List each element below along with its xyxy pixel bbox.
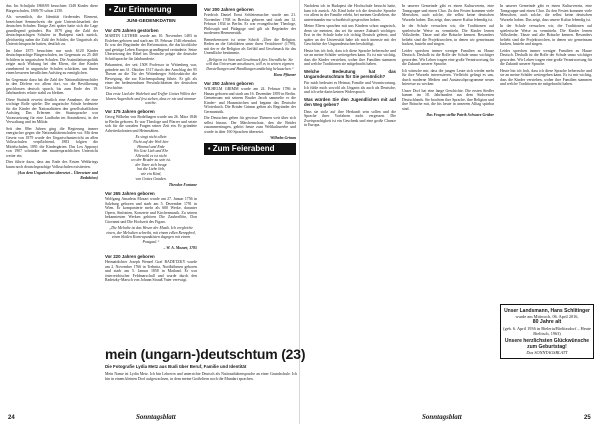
poem: Es singt nicht allein Nicht auf der Welt hier Himmel und Erde Wo Gott Lieb und Ehr Allewohl es ist nicht wo der Bruder zu sein ist. der Vater sich beugt hat die Liebe lieb, wie ein Kind, von Gottes Gnaden. bbox=[131, 135, 171, 181]
paragraph: Bemerkenswert ist seine Schrift „Über die Religion. Reden an die Gebildeten unter ihren Verächtern“ (1799), mit der er die Religion als Gefühl und Geschmack für das Unendliche bestimmte. bbox=[204, 37, 296, 56]
birthday-notice bbox=[500, 304, 594, 359]
paragraph: Nachdem ich in Budapest die Hochschule besucht hatte, kam ich zurück. Als Kind habe ich die deutsche Sprache vor allem in der Familie erlebt, bei meinen Großeltern, die untereinander nur schwäbisch gesprochen haben. bbox=[304, 4, 396, 22]
right-column-2 bbox=[402, 4, 494, 410]
paragraph: Heute bin ich froh, dass ich diese Sprache beherrsche und sie an meine Schüler weitergeben kann. Es ist mir wichtig, dass die Kinder verstehen, woher ihre Familien stammen und welche Traditionen sie mitgebracht haben. bbox=[304, 48, 396, 66]
rubric-label: Zum Feierabend bbox=[212, 143, 275, 153]
paragraph: Friedrich Daniel Ernst Schleiermacher wurde am 21. November 1768 in Breslau geboren und starb am 12. Februar 1834 in Berlin. Er war evangelischer Theologe, Philosoph und Pädagoge und gilt als Begründer der modernen Hermeneutik. bbox=[204, 13, 296, 36]
paragraph: In der Schule versuchen wir, die Traditionen auf spielerische Weise zu vermitteln. Die Kinder lernen Volkslieder, Tänze und alte Bräuche kennen. Besonders beliebt sind die Projektwochen, in denen wir gemeinsam backen, basteln und singen. bbox=[402, 24, 494, 46]
paragraph: Dies führte dazu, dass am Ende des Ersten Weltkriegs kaum noch deutschsprachige Volksschulen existierten. bbox=[6, 160, 98, 169]
article-title: Vor 175 Jahren geboren bbox=[105, 108, 155, 114]
article-title: Vor 220 Jahren geboren bbox=[105, 253, 155, 259]
notice-sender: Das SONNTAGSBLATT bbox=[526, 350, 568, 356]
paragraph: Georg Wilhelm von Bodelhagen wurde am 26. März 1846 in Berlin geboren. Er war Theologe und Pfarrer und setzte sich für die sozialen Fragen seiner Zeit ein. Er gründete Arbeiterkolonien und Heimstätten. bbox=[105, 115, 197, 133]
paragraph: Im Gegensatz dazu hat die Zahl der Nationalitätenschüler in den Dörfern vor allem dort, wo die Bevölkerung geschlossen deutsch sprach, bis zum Ende des 19. Jahrhunderts relativ stabil zu bleiben. bbox=[6, 77, 98, 95]
quote: „Die Melodie ist das Wesen der Musik. Ich vergleiche einen, der Melodien schreibt, mit einem edlen Rennpferd, einen bloßen Kontrapunktisten dagegen mit einem Postgaul.“ bbox=[106, 226, 196, 244]
translator-note: (Aus dem Ungarischen übersetzt – Übersetzer und Redaktion) bbox=[17, 171, 98, 180]
article-title: Vor 265 Jahren geboren bbox=[105, 190, 155, 196]
publication-name: Sonntagsblatt bbox=[422, 413, 462, 421]
bullet-icon: • bbox=[208, 145, 211, 153]
right-page bbox=[302, 0, 596, 424]
poem-signature: Theodor Fontane bbox=[168, 183, 197, 188]
quote-signature: Hans Pfitzner bbox=[273, 73, 296, 78]
paragraph: Heute bin ich froh, dass ich diese Sprache beherrsche und sie an meine Schüler weitergeben kann. Es ist mir wichtig, dass die Kinder verstehen, woher ihre Familien stammen und welche Traditionen sie mitgebracht haben. bbox=[500, 68, 592, 86]
interview-question: Was würden Sie den Jugendlichen mit auf den Weg geben? bbox=[304, 96, 396, 108]
paragraph: WILHELM GRIMM wurde am 24. Februar 1786 in Hanau geboren und starb am 16. Dezember 1859 in Berlin. Gemeinsam mit seinem Bruder Jacob sammelte er die Kinder- und Hausmärchen und begann das Deutsche Wörterbuch. Die Brüder Grimm gelten als Begründer der Germanistik. bbox=[204, 87, 296, 114]
paragraph: In der Schule versuchen wir, die Traditionen auf spielerische Weise zu vermitteln. Die Kinder lernen Volkslieder, Tänze und alte Bräuche kennen. Besonders beliebt sind die Projektwochen, in denen wir gemeinsam backen, basteln und singen. bbox=[500, 24, 592, 46]
notice-birth: (geb. 6. April 1936 in Bieleria/Bielitzsdorf – Heute Bielitsch, 1963) bbox=[503, 325, 591, 336]
bullet-icon: • bbox=[109, 7, 112, 14]
section-subhead: JUNI-GEDENKDATEN bbox=[126, 19, 176, 24]
interview-question: Welche Bedeutung hat das Ungarndeutschtum für Sie persönlich? bbox=[304, 68, 396, 79]
left-column-1 bbox=[6, 4, 98, 410]
paragraph: Im Jahre 1875 besuchten nur noch 6120 Kinder deutschsprachige Bürgerschulen, im Gegensatz zu 25 460 Schülern in ungarischen Schulen. Die Assimilationspolitik zeigte auch Wirkung bei den Eltern, die ihre Kinder zunehmend in ungarische Schulen schickten, um ihnen einen besseren beruflichen Aufstieg zu ermöglichen. bbox=[6, 48, 98, 75]
page-number: 24 bbox=[8, 415, 15, 421]
notice-date: wurde am Mittwoch, 06. April 2016, bbox=[515, 314, 579, 319]
paragraph: Meine Eltern sprachen mit uns Kindern schon ungarisch, denn sie meinten, das sei für unsere Zukunft wichtiger. Erst in der Schule habe ich richtig Deutsch gelernt, und später an der Universität habe ich mich intensiv mit der Geschichte der Ungarndeutschen beschäftigt. bbox=[304, 24, 396, 46]
feature-article bbox=[105, 345, 306, 381]
paragraph: Heimatdichter Joseph Wenzel Graf RADETZKY wurde am 2. November 1766 in Trebnitz, Nordböhmen geboren und starb am 5. Januar 1858 in Mailand. Er war österreichischer Feldmarschall und wurde durch den Radetzky-Marsch von Johann Strauß Vater verewigt. bbox=[105, 260, 197, 283]
signature: Wilhelm Grimm bbox=[270, 136, 296, 141]
interviewer-signature: Das Fragen stellte Patrik Schwarz-Gräber bbox=[426, 113, 494, 117]
section-rubric-feierabend bbox=[204, 143, 296, 155]
paragraph: In unserer Gemeinde gibt es einen Kulturverein, eine Tanzgruppe und einen Chor. Zu den Festen kommen viele Menschen, auch solche, die selbst keine deutschen Wurzeln haben. Das zeigt, dass unsere Kultur lebendig ist. bbox=[500, 4, 592, 22]
paragraph: Die Deutschen gehen für gewisse Themen weit über sich selbst hinaus. Der Märchenschatz, den die Brüder zusammentrugen, gehört heute zum Weltkulturerbe und wurde in über 160 Sprachen übersetzt. bbox=[204, 116, 296, 134]
feature-headline: mein (ungarn-)deutschtum (23) bbox=[105, 346, 306, 362]
feature-lead: Die Fotografie Lydia Metz aus Budi über Beruf, Familie und Identität bbox=[105, 364, 247, 369]
feature-intro: Mein Name ist Lydia Metz. Ich bin Lehrerin und unterrichte Deutsch als Nationalitätensprache an einer Grundschule. Ich bin in einem kleinen Dorf aufgewachsen, in dem meine Großeltern noch die Mundart sprachen. bbox=[105, 372, 297, 381]
article-title: Vor 200 Jahren geboren bbox=[204, 7, 254, 12]
paragraph: Leider sprechen immer weniger Familien zu Hause Deutsch. Deshalb ist die Rolle der Schule umso wichtiger geworden. Wir Lehrer tragen eine große Verantwortung für die Zukunft unserer Sprache. bbox=[500, 48, 592, 66]
publication-name: Sonntagsblatt bbox=[136, 413, 176, 421]
paragraph: Leider sprechen immer weniger Familien zu Hause Deutsch. Deshalb ist die Rolle der Schule umso wichtiger geworden. Wir Lehrer tragen eine große Verantwortung für die Zukunft unserer Sprache. bbox=[402, 48, 494, 66]
interview-answer: Dass sie stolz auf ihre Herkunft sein sollen und die Sprache ihrer Vorfahren nicht vergessen. Die Zweisprachigkeit ist ein Geschenk und eine große Chance in Europa. bbox=[304, 109, 396, 128]
article-title: Vor 475 Jahren gestorben bbox=[105, 28, 159, 33]
paragraph: Unser Dorf hat eine lange Geschichte. Die ersten Siedler kamen im 18. Jahrhundert aus dem Südwesten Deutschlands. Sie brachten ihre Sprache, ihre Religion und ihre Bräuche mit, die bis heute in unserem Alltag spürbar sind. bbox=[402, 88, 494, 111]
paragraph: MARTIN LUTHER wurde am 10. November 1483 in Eisleben geboren und starb am 18. Februar 1546 ebendort. Er war der Begründer der Reformation, die das kirchliche und geistige Leben Europas grundlegend veränderte. Seine Übersetzung der Bibel ins Deutsche prägte die deutsche Schriftsprache für Jahrhunderte. bbox=[105, 34, 197, 61]
paragraph: Ich wünsche mir, dass die jungen Leute sich wieder mehr für ihre Wurzeln interessieren. Vielleicht gelingt es uns, durch moderne Medien und Austauschprogramme neues Interesse zu wecken. bbox=[402, 68, 494, 86]
notice-name: Unser Landsmann, Hans Schlitinger bbox=[504, 308, 590, 314]
quote: „Religion ist Sinn und Geschmack fürs Unendliche. Sie will das Universum anschauen, will es in seinen eigenen Darstellungen und Handlungen andächtig belauschen.“ bbox=[206, 57, 294, 71]
rubric-label: Zur Erinnerung bbox=[113, 5, 172, 14]
notice-wishes: Unsere herzlichsten Glückwünsche zum Geburtstag! bbox=[504, 338, 590, 351]
left-page bbox=[6, 0, 306, 424]
interview-answer: Für mich bedeutet es Heimat, Familie und Verantwortung. Ich fühle mich sowohl als Ungarin als auch als Deutsche, und ich sehe darin keinen Widerspruch. bbox=[304, 81, 396, 95]
notice-age: 80 Jahre alt bbox=[532, 319, 562, 326]
right-column-1 bbox=[304, 4, 396, 410]
section-rubric-erinnerung bbox=[105, 4, 197, 16]
paragraph: Als wesentlich, die Identität förderndes Element, bezeichnet Semmelweis die gute Unterrichtsarbeit der deutschen Schulen. Einige Zeit später hatte sich die Lage grundlegend geändert. Bis 1879 ging die Zahl der deutschsprachigen Schulen in Budapest stark zurück, gleichzeitig nahm die Zahl der Schüler, die Ungarisch als Unterrichtssprache hatten, deutlich zu. bbox=[6, 15, 98, 46]
quote: Das erste Lied der Wahrheit und Treffer Gottes Willen der klaren Augenlicht und fest stehen, dass er nie und nimmer weiche. bbox=[105, 92, 197, 106]
page-number: 25 bbox=[584, 415, 591, 421]
quote-signature: – W. A. Mozart, 1785 bbox=[163, 246, 197, 251]
paragraph: Seit den 80er Jahren ging die Regierung immer energischer gegen die Nationalitätenschulen vor. Mit dem Gesetz von 1879 wurde der Ungarischunterricht an allen Volksschulen verpflichtend, 1883 folgten die Mittelschulen, 1891 die Kindergärten. Das Lex Apponyi von 1907 schränkte den muttersprachlichen Unterricht weiter ein. bbox=[6, 126, 98, 158]
article-title: Vor 250 Jahren geboren bbox=[204, 80, 254, 86]
paragraph: Wolfgang Amadeus Mozart wurde am 27. Januar 1756 in Salzburg geboren und starb am 5. Dezember 1791 in Wien. Er komponierte mehr als 600 Werke, darunter Opern, Sinfonien, Konzerte und Kirchenmusik. Zu seinen bekanntesten Werken gehören Die Zauberflöte, Don Giovanni und Die Hochzeit des Figaro. bbox=[105, 197, 197, 224]
paragraph: dus. Im Schuljahr 1868/69 besuchten 1348 Kinder diese Bürgerschulen, 1869/70 schon 2150. bbox=[6, 4, 98, 13]
paragraph: Bekanntest, der seit 1508 Professor in Wittenberg war, gründete am 31. Oktober 1517 durch den Anschlag der 95 Thesen an die Tür der Wittenberger Schlosskirche die Bewegung, die zur Kirchenspaltung führte. Er gilt als einer der bedeutendsten Persönlichkeiten der deutschen Geschichte. bbox=[105, 63, 197, 90]
paragraph: Diese Statistik erweist deutlich eine Annahme, die eine wichtige Rolle spielte: Die ungarische Schule bedeutete für die Kinder der Nationalitäten den gesellschaftlichen Aufstieg. Das Erlernen der Staatssprache war Voraussetzung für eine Laufbahn im Staatsdienst, in der Verwaltung und im Militär. bbox=[6, 97, 98, 124]
paragraph: In unserer Gemeinde gibt es einen Kulturverein, eine Tanzgruppe und einen Chor. Zu den Festen kommen viele Menschen, auch solche, die selbst keine deutschen Wurzeln haben. Das zeigt, dass unsere Kultur lebendig ist. bbox=[402, 4, 494, 22]
